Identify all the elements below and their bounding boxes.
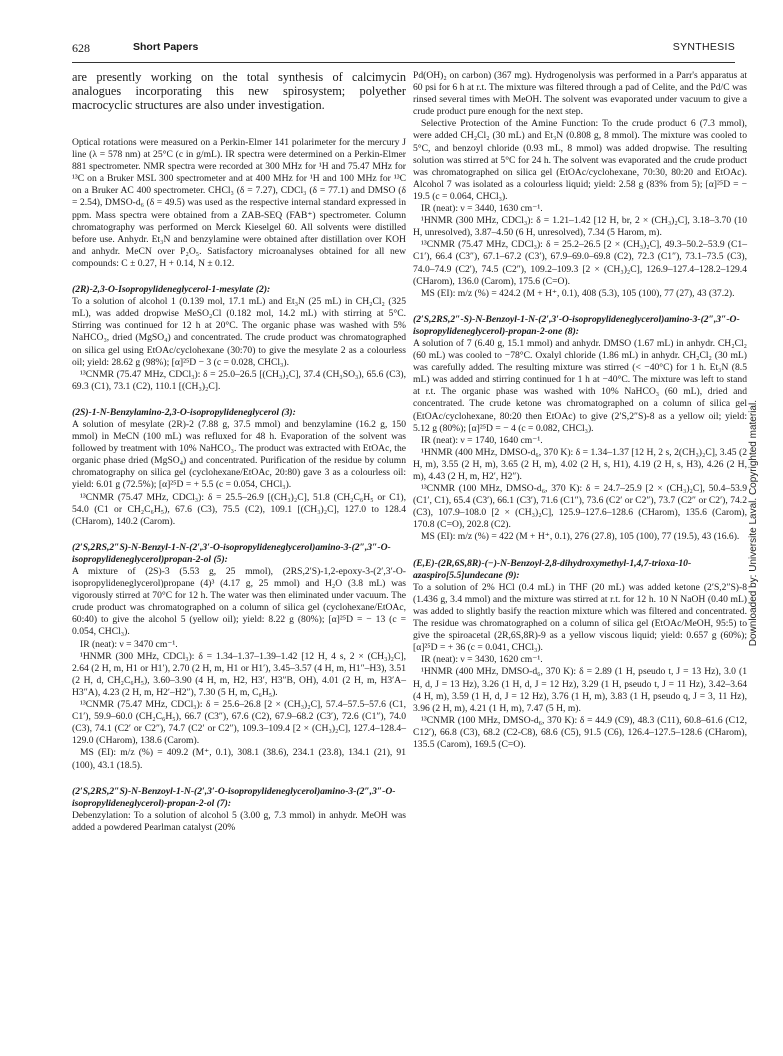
paragraph: A solution of 7 (6.40 g, 15.1 mmol) and anhydr. DMSO (1.67 mL) in anhydr. CH₂Cl₂ (60 mL) was cooled to −78°C. Oxalyl chloride (1.86 mL) in anhydr. CH₂Cl₂ (30 mL) was carefully added. The resulting mixture was stirred (< −40°C) for 1 h. Et₃N (8.5 mL) was added and stirring continued for 1 h at −40°C. The mixture was left to stand at r.t. The organic phase was washed with 10% NaHCO₃ (60 mL), dried and concentrated. The crude ketone was chromatographed on a column of silica gel (EtOAc/cyclohexane, 80:20 then EtOAc) to give (2′S,2″S)-8 as a yellow oil; yield: 5.12 g (80%); [α]²⁵D = − 4 (c = 0.082, CHCl₃). bbox=[413, 337, 747, 434]
paragraph: MS (EI): m/z (%) = 409.2 (M⁺, 0.1), 308.1 (38.6), 234.1 (23.8), 134.1 (21), 91 (100), 43.1 (18.5). bbox=[72, 747, 406, 771]
paragraph: are presently working on the total synthesis of calcimycin analogues incorporating this new spirosystem; polyether macrocyclic structures are also under investigation. bbox=[72, 70, 406, 112]
paragraph: IR (neat): ν = 3430, 1620 cm⁻¹. bbox=[421, 654, 543, 666]
section-heading: (2′S,2RS,2″S)-N-Benzyl-1-N-(2′,3′-O-isopropylideneglycerol)amino-3-(2″,3″-O-isopropylideneglycerol)propan-2-ol (5): bbox=[72, 541, 391, 565]
section-heading: (2′S,2RS,2″S)-N-Benzoyl-1-N-(2′,3′-O-isopropylideneglycerol)amino-3-(2″,3″-O-isopropylideneglycerol)-propan-2-ol (7): bbox=[72, 785, 396, 809]
paragraph: IR (neat): ν = 3470 cm⁻¹. bbox=[80, 638, 178, 650]
paragraph: MS (EI): m/z (%) = 422 (M + H⁺, 0.1), 276 (27.8), 105 (100), 77 (19.5), 43 (16.6). bbox=[421, 531, 740, 543]
paragraph: Debenzylation: To a solution of alcohol 5 (3.00 g, 7.3 mmol) in anhydr. MeOH was added a powdered Pearlman catalyst (20% bbox=[72, 809, 406, 833]
paragraph-gap bbox=[413, 544, 747, 552]
header-rule bbox=[72, 62, 735, 63]
page-number: 628 bbox=[72, 41, 90, 55]
paragraph: Optical rotations were measured on a Perkin-Elmer 141 polarimeter for the mercury J line (λ = 578 nm) at 25°C (c in g/mL). IR spectra were determined on a Perkin-Elmer 881 spectrometer. NMR spectra were recorded at 300 MHz for ¹H and 75.47 MHz for ¹³C on a Bruker MSL 300 spectrometer and at 400 MHz for ¹H and 100 MHz for ¹³C on a Bruker AC 400 spectrometer. CHCl₃ (δ = 7.27), CDCl₃ (δ = 77.1) and DMSO (δ = 2.54), DMSO-d₆ (δ = 49.5) was used as the respective internal standard expressed in ppm. Mass spectra were obtained from a ZAB-SEQ (FAB⁺) spectrometer. Column chromatography was performed on Merck Kieselgel 60. All solvents were distilled before use. Anhydr. Et₃N and benzylamine were obtained after distillation over KOH and anhydr. MeCN over P₂O₅. Satisfactory microanalyses obtained for all new compounds: C ± 0.27, H + 0.14, N ± 0.12. bbox=[72, 137, 406, 269]
page-header bbox=[72, 41, 735, 61]
download-notice: Downloaded by: Universite Laval. Copyrighted material. bbox=[748, 400, 759, 647]
paragraph: MS (EI): m/z (%) = 424.2 (M + H⁺, 0.1), 408 (5.3), 105 (100), 77 (27), 43 (37.2). bbox=[421, 287, 735, 299]
journal-name: SYNTHESIS bbox=[672, 41, 735, 53]
section-heading: (2S)-1-N-Benzylamino-2,3-O-isopropylideneglycerol (3): bbox=[72, 406, 296, 418]
section-title: Short Papers bbox=[133, 41, 199, 53]
paragraph: ¹HNMR (300 MHz, CDCl₃): δ = 1.21–1.42 [12 H, br, 2 × (CH₃)₂C], 3.18–3.70 (10 H, unresolved), 3.87–4.50 (6 H, unresolved), 7.34 (5 Harom, m). bbox=[413, 215, 747, 239]
section-heading: (2R)-2,3-O-Isopropylideneglycerol-1-mesylate (2): bbox=[72, 284, 271, 296]
paragraph: ¹HNMR (400 MHz, DMSO-d₆, 370 K): δ = 1.34–1.37 [12 H, 2 s, 2(CH₃)₂C], 3.45 (2 H, m), 3.55 (2 H, m), 3.65 (2 H, m), 4.02 (2 H, s, H1), 4.19 (2 H, s, H3), 4.26 (2 H, m), 4.43 (2 H, m, H2′, H2″). bbox=[413, 446, 747, 482]
paragraph: IR (neat): ν = 1740, 1640 cm⁻¹. bbox=[421, 434, 543, 446]
paragraph: Pd(OH)₂ on carbon) (367 mg). Hydrogenolysis was performed in a Parr's apparatus at 60 psi for 6 h at r.t. The mixture was filtered through a pad of Celite, and the Pd/C was rinsed several times with MeOH. The solvent was evaporated under vacuum to give a crude product pure enough for the next step. bbox=[413, 70, 747, 118]
left-column bbox=[72, 70, 406, 834]
paragraph-gap bbox=[413, 300, 747, 308]
paragraph: ¹³CNMR (75.47 MHz, CDCl₃): δ = 25.5–26.9 [(CH₃)₂C], 51.8 (CH₂C₆H₅ or C1), 54.0 (C1 or CH₂C₆H₅), 67.6 (C3), 75.5 (C2), 109.1 [(CH₃)₂C], 127.0 to 128.4 (CHarom), 140.2 (Carom). bbox=[72, 491, 406, 527]
paragraph: ¹HNMR (300 MHz, CDCl₃): δ = 1.34–1.37–1.39–1.42 [12 H, 4 s, 2 × (CH₃)₂C], 2.64 (2 H, m, H1 or H1′), 2.70 (2 H, m, H1 or H1′), 3.45–3.57 (4 H, m, H1″–H3), 3.51 (2 H, d, CH₂C₆H₅), 3.60–3.90 (4 H, m, H2, H3′, H3″B, OH), 4.01 (2 H, m, H3′A–H3″A), 4.23 (2 H, m, H2′–H2″), 7.30 (5 H, m, C₆H₅). bbox=[72, 650, 406, 698]
paragraph-gap bbox=[72, 393, 406, 401]
paragraph-gap bbox=[72, 121, 406, 137]
right-column bbox=[413, 70, 747, 751]
paragraph: ¹³CNMR (100 MHz, DMSO-d₆, 370 K): δ = 24.7–25.9 [2 × (CH₃)₂C], 50.4–53.9 (C1′, C1), 65.4 (C3′), 66.1 (C3′), 71.6 (C1″), 73.6 (C2′ or C2″), 73.7 (C2″ or C2′), 74.2 (C3), 107.9–108.0 [2 × (CH₃)₂C], 125.9–127.6–128.6 (CHarom), 135.6 (Carom), 170.8 (C=O), 202.8 (C2). bbox=[413, 483, 747, 531]
paragraph-gap bbox=[72, 772, 406, 780]
section-heading: (E,E)-(2R,6S,8R)-(−)-N-Benzoyl-2,8-dihydroxymethyl-1,4,7-trioxa-10-azaspiro[5.5]undecane (9): bbox=[413, 557, 692, 581]
paragraph-gap bbox=[72, 270, 406, 278]
paragraph: A solution of mesylate (2R)-2 (7.88 g, 37.5 mmol) and benzylamine (16.2 g, 150 mmol) in MeCN (100 mL) was refluxed for 48 h. Evaporation of the solvent was followed by treatment with 10% NaHCO₃. The product was extracted with EtOAc, the organic phase dried (MgSO₄) and concentrated. Purification of the residue by column chromatography on silica gel (cyclohexane/EtOAc, 20:80) gave 3 as a colourless oil: yield: 6.01 g (72.5%); [α]²⁵D = + 5.5 (c = 0.054, CHCl₃). bbox=[72, 418, 406, 491]
paragraph: ¹³CNMR (75.47 MHz, CDCl₃): δ = 25.6–26.8 [2 × (CH₃)₂C], 57.4–57.5–57.6 (C1, C1′), 59.9–60.0 (CH₂C₆H₅), 66.7 (C3″), 67.6 (C2), 67.9–68.2 (C3′), 72.6 (C1″), 74.0 (C3), 74.1 (C2′ or C2″), 74.7 (C2′ or C2″), 109.3–109.4 [2 × (CH₃)₂C], 127.4–128.4–129.0 (CHarom), 138.6 (Carom). bbox=[72, 699, 406, 747]
paragraph: To a solution of 2% HCl (0.4 mL) in THF (20 mL) was added ketone (2′S,2″S)-8 (1.436 g, 3.4 mmol) and the mixture was stirred at r.t. for 12 h. 10 N NaOH (0.40 mL) was added to slightly basify the reaction mixture which was filtered and concentrated. The residue was chromatographed on a column of silica gel (EtOAc/MeOH, 95:5) to give the spiroacetal (2R,6S,8R)-9 as a yellow viscous liquid; yield: 0.657 g (60%); [α]²⁵D = + 36 (c = 0.041, CHCl₃). bbox=[413, 581, 747, 654]
paragraph: ¹HNMR (400 MHz, DMSO-d₆, 370 K): δ = 2.89 (1 H, pseudo t, J = 13 Hz), 3.0 (1 H, d, J = 13 Hz), 3.26 (1 H, d, J = 12 Hz), 3.29 (1 H, pseudo t, J = 11 Hz), 3.42–3.64 (4 H, m), 3.59 (1 H, d, J = 12 Hz), 3.76 (1 H, m), 3.83 (1 H, pseudo q, J = 3, 11 Hz), 3.96 (2 H, m), 4.21 (1 H, m), 7.47 (5 H, m). bbox=[413, 666, 747, 714]
paragraph: To a solution of alcohol 1 (0.139 mol, 17.1 mL) and Et₃N (25 mL) in CH₂Cl₂ (325 mL), was added dropwise MeSO₂Cl (0.182 mol, 14.2 mL) with stirring at 5°C. Stirring was continued for 12 h at 20°C. The organic phase was washed with 5% NaHCO₃, dried (MgSO₄) and concentrated. The crude product was chromatographed on silica gel using EtOAc/cyclohexane (30:70) to give the mesylate 2 as a colourless oil; yield: 28.62 g (98%); [α]²⁵D − 3 (c = 0.028, CHCl₃). bbox=[72, 296, 406, 368]
paragraph: ¹³CNMR (75.47 MHz, CDCl₃): δ = 25.0–26.5 [(CH₃)₂C], 37.4 (CH₃SO₃), 65.6 (C3), 69.3 (C1), 73.1 (C2), 110.1 [(CH₃)₂C]. bbox=[72, 368, 406, 392]
paragraph-gap bbox=[72, 528, 406, 536]
paragraph: Selective Protection of the Amine Function: To the crude product 6 (7.3 mmol), were added CH₂Cl₂ (30 mL) and Et₃N (0.808 g, 8 mmol). The mixture was cooled to 5°C, and benzoyl chloride (0.93 mL, 8 mmol) was added dropwise. The resulting solution was stirred at 5°C for 24 h. The solvent was evaporated and the crude product was chromatographed on silica gel (EtOAc/cyclohexane, 70:30, 80:20 and EtOAc). Alcohol 7 was isolated as a colourless liquid; yield: 2.58 g (83% from 5); [α]²⁵D = − 19.5 (c = 0.064, CHCl₃). bbox=[413, 118, 747, 202]
paragraph: ¹³CNMR (100 MHz, DMSO-d₆, 370 K): δ = 44.9 (C9), 48.3 (C11), 60.8–61.6 (C12, C12′), 66.8 (C3), 68.2 (C2-C8), 68.6 (C5), 91.5 (C6), 126.4–127.5–128.6 (CHarom), 135.5 (Carom), 169.5 (C=O). bbox=[413, 714, 747, 750]
paragraph: A mixture of (2S)-3 (5.53 g, 25 mmol), (2RS,2′S)-1,2-epoxy-3-(2′,3′-O-isopropylideneglycerol)propane (4)³ (4.17 g, 25 mmol) and H₂O (3.8 mL) was vigorously stirred at 70°C for 12 h. The water was then eliminated under vacuum. The crude product was chromatographed on a column of silica gel (cyclohexane/EtOAc, 60:40) to give the alcohol 5 (yellow oil); yield: 8.22 g (80%); [α]²⁵D = − 13 (c = 0.054, CHCl₃). bbox=[72, 566, 406, 638]
paragraph: ¹³CNMR (75.47 MHz, CDCl₃): δ = 25.2–26.5 [2 × (CH₃)₂C], 49.3–50.2–53.9 (C1–C1′), 66.4 (C3″), 67.1–67.2 (C3′), 67.9–69.0–69.8 (C2), 72.3 (C1″), 73.1–73.5 (C3), 74.0–74.9 (C2′), 74.5 (C2″), 109.2–109.3 [2 × (CH₃)₂C], 126.9–127.4–128.2–129.4 (CHarom), 136.0 (Carom), 175.6 (C=O). bbox=[413, 239, 747, 287]
section-heading: (2′S,2RS,2″-S)-N-Benzoyl-1-N-(2′,3′-O-isopropylideneglycerol)amino-3-(2″,3″-O-isopropylideneglycerol)-propan-2-one (8): bbox=[413, 313, 740, 337]
paragraph: IR (neat): ν = 3440, 1630 cm⁻¹. bbox=[421, 203, 543, 215]
